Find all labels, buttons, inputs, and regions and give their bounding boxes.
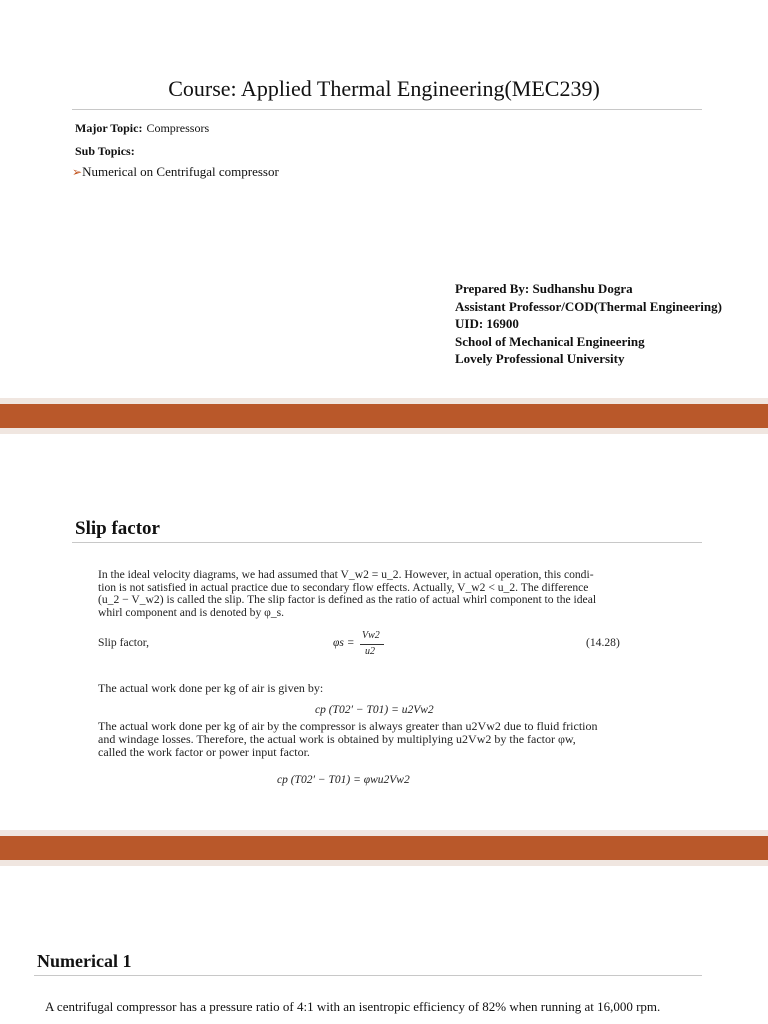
passage-line: tion is not satisfied in actual practice due to secondary flow effects. Actually, V_w2 < u_2. The difference: [98, 580, 589, 594]
fraction-bar: [360, 644, 384, 645]
sub-topic-item: [72, 164, 279, 180]
slip-passage: [98, 569, 596, 619]
heading-rule: [34, 975, 702, 976]
work-equation-1: cp (T02′ − T01) = u2Vw2: [315, 704, 434, 716]
passage-line: (u_2 − V_w2) is called the slip. The slip factor is defined as the ratio of actual whirl component to the ideal: [98, 593, 597, 607]
slip-eq-lhs: φs =: [333, 637, 355, 649]
numerical-text: A centrifugal compressor has a pressure ratio of 4:1 with an isentropic efficiency of 82% when running at 16,000 rpm.: [45, 999, 661, 1014]
slip-eq-number: (14.28): [586, 636, 620, 649]
prepared-by-line: Prepared By: Sudhanshu Dogra: [455, 281, 633, 296]
university-line: Lovely Professional University: [455, 351, 625, 366]
major-topic-value: Compressors: [146, 121, 210, 135]
sub-topic-text: Numerical on Centrifugal compressor: [82, 164, 279, 179]
uid-line: UID: 16900: [455, 316, 519, 331]
prepared-by-block: [455, 280, 722, 368]
numerical-heading: Numerical 1: [37, 951, 132, 971]
slip-label: Slip factor,: [98, 636, 150, 649]
work-equation-2: cp (T02′ − T01) = φwu2Vw2: [277, 774, 410, 786]
major-topic: [75, 119, 209, 137]
designation-line: Assistant Professor/COD(Thermal Engineering): [455, 298, 722, 314]
passage-line: called the work factor or power input factor.: [98, 745, 310, 759]
passage-line: The actual work done per kg of air by the compressor is always greater than u2Vw2 due to fluid friction: [98, 719, 598, 733]
passage-line: In the ideal velocity diagrams, we had assumed that V_w2 = u_2. However, in actual operation, this condi-: [98, 568, 594, 581]
slide-3: [0, 866, 768, 1024]
slide-divider-band: [0, 398, 768, 434]
school-line: School of Mechanical Engineering: [455, 333, 645, 349]
slide-1: [0, 0, 768, 398]
course-title: Course: Applied Thermal Engineering(MEC239): [168, 76, 600, 101]
major-topic-label: Major Topic:: [75, 121, 143, 135]
slip-eq-denominator: u2: [365, 646, 375, 657]
arrow-bullet-icon: ➢: [72, 165, 83, 179]
passage-line: and windage losses. Therefore, the actual work is obtained by multiplying u2Vw2 by the factor φw,: [98, 732, 576, 746]
title-rule: [72, 109, 702, 110]
slip-factor-heading: Slip factor: [75, 518, 160, 539]
slip-eq-numerator: Vw2: [362, 630, 380, 641]
passage-line: whirl component and is denoted by φ_s.: [98, 605, 285, 619]
sub-topics-label: Sub Topics:: [75, 144, 135, 158]
heading-rule: [72, 542, 702, 543]
slide-2: [0, 434, 768, 830]
work-passage: [98, 720, 598, 759]
slide-divider-band: [0, 830, 768, 866]
work-line: The actual work done per kg of air is given by:: [98, 681, 324, 695]
